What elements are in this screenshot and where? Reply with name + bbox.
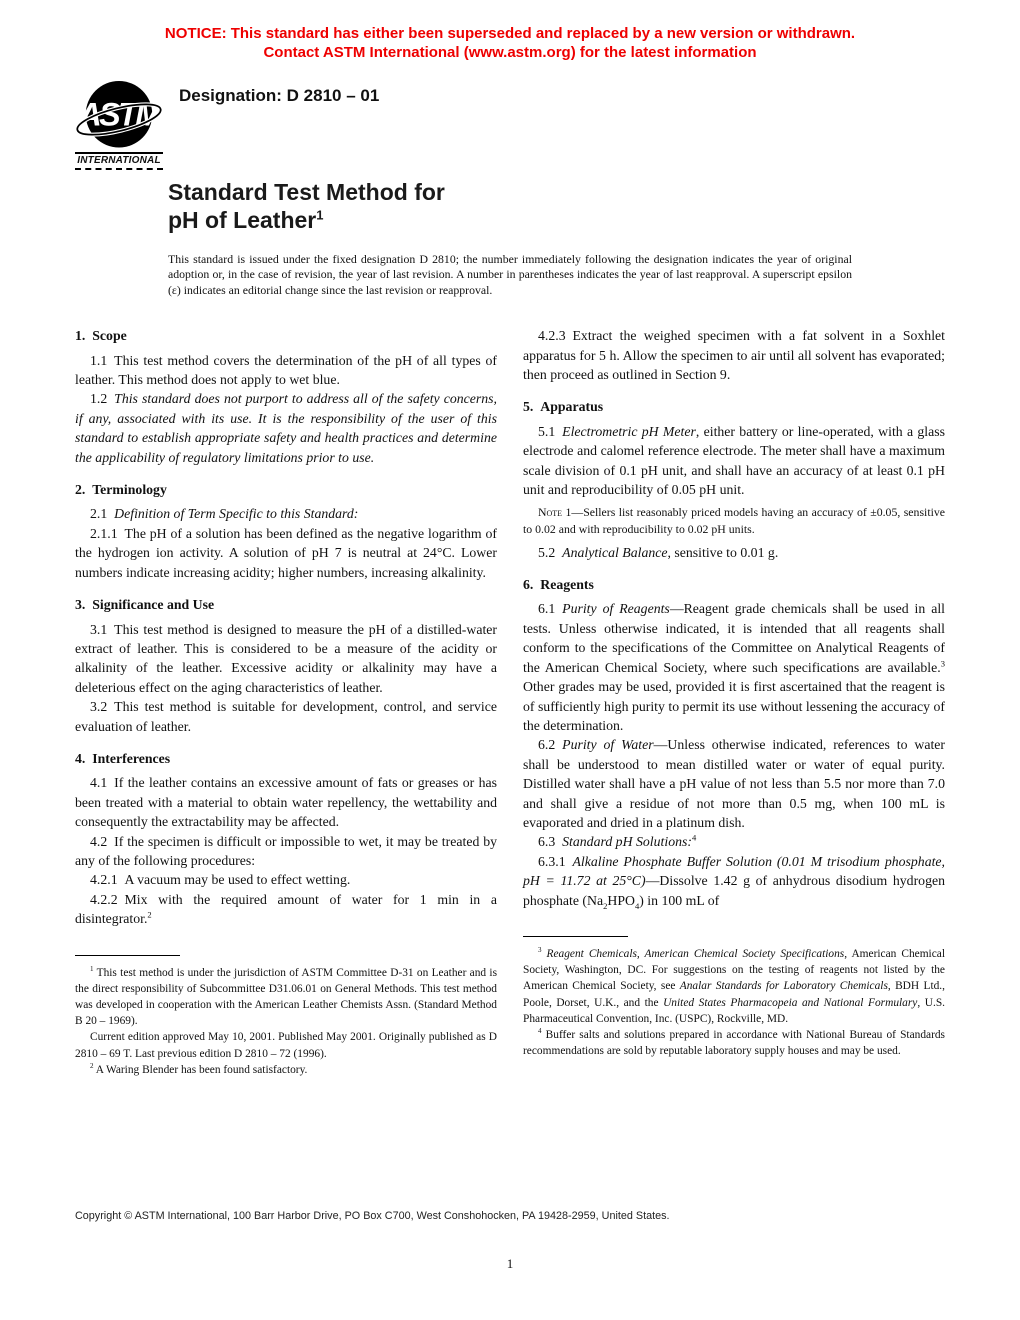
section-4-heading: 4. Interferences xyxy=(75,750,171,766)
para-6-2: 6.2 Purity of Water—Unless otherwise indicated, references to water shall be understood to mean distilled water or water of equal purity. Distilled water shall have a pH value of not less than 5.5 nor more than 7.0 and shall give a residue of not more than 0.5 mg, when 100 mL is evaporated and dried in a platinum dish. xyxy=(523,737,945,830)
para-4-2-1: 4.2.1 A vacuum may be used to effect wetting. xyxy=(90,872,351,888)
para-4-2: 4.2 If the specimen is difficult or impossible to wet, it may be treated by any of the following procedures: xyxy=(75,833,497,868)
para-2-1-1: 2.1.1 The pH of a solution has been defined as the negative logarithm of the hydrogen ion activity. A solution of pH 7 is neutral at 24°C. Lower numbers indicate increasing acidity; higher numbers, increasing alkalinity. xyxy=(75,525,497,580)
para-4-1: 4.1 If the leather contains an excessive amount of fats or greases or has been treated with a material to obtain water repellency, the wettability and consequently the extractability may be affected. xyxy=(75,775,497,830)
para-6-3: 6.3 Standard pH Solutions:$^4$ xyxy=(538,832,697,850)
para-1-1: 1.1 This test method covers the determination of the pH of all types of leather. This method does not apply to wet blue. xyxy=(75,352,497,388)
para-6-1: 6.1 Purity of Reagents—Reagent grade chemicals shall be used in all tests. Unless otherwise indicated, it is intended that all reagents shall conform to the specifications of the Committee on Analytical Reagents of the American Chemical Society, where such specifications are available.$^3$ Other grades may be used, provided it is first ascertained that the reagent is of sufficiently high purity to permit its use without lessening the accuracy of the determination. xyxy=(523,601,945,733)
section-2-heading: 2. Terminology xyxy=(75,482,167,498)
section-5-heading: 5. Apparatus xyxy=(523,399,604,415)
page-number: 1 xyxy=(506,1256,514,1271)
section-1-heading: 1. Scope xyxy=(75,328,127,344)
para-2-1: 2.1 Definition of Term Specific to this Standard: xyxy=(90,506,359,522)
notice-line-2: Contact ASTM International (www.astm.org) for the latest information xyxy=(263,44,757,61)
para-4-2-3: 4.2.3 Extract the weighed specimen with a fat solvent in a Soxhlet apparatus for 5 h. Allow the specimen to air until all solvent has evaporated; then proceed as outlined in Section 9. xyxy=(523,328,945,383)
footnote-4: $^4$ Buffer salts and solutions prepared in accordance with National Bureau of Standards recommendations are sold by reputable laboratory supply houses and may be used. xyxy=(523,1027,945,1058)
para-5-1: 5.1 Electrometric pH Meter, either battery or line-operated, with a glass electrode and calomel reference electrode. The meter shall have a maximum scale division of 0.1 pH unit, and shall have an accuracy of at least 0.1 pH unit and reproducibility of 0.05 pH unit. xyxy=(523,423,945,498)
footnote-3: $^3$ Reagent Chemicals, American Chemical Society Specifications, American Chemical Society, Washington, DC. For suggestions on the testing of reagents not listed by the American Chemical Society, see Analar Standards for Laboratory Chemicals, BDH Ltd., Poole, Dorset, U.K., and the United States Pharmacopeia and National Formulary, U.S. Pharmaceutical Convention, Inc. (USPC), Rockville, MD. xyxy=(523,946,946,1025)
notice-line-1: NOTICE: This standard has either been superseded and replaced by a new version or withdrawn. xyxy=(164,25,856,42)
section-3-heading: 3. Significance and Use xyxy=(75,597,215,613)
para-1-2: 1.2 This standard does not purport to address all of the safety concerns, if any, associated with its use. It is the responsibility of the user of this standard to establish appropriate safety and health practices and determine the applicability of regulatory limitations prior to use. xyxy=(75,391,497,465)
supersession-notice xyxy=(0,0,1020,62)
footnote-1: $^1$ This test method is under the jurisdiction of ASTM Committee D-31 on Leather and is the direct responsibility of Subcommittee D31.06.01 on General Methods. This test method was developed in cooperation with the American Leather Chemists Assn. (Standard Method B 20 – 1969). xyxy=(75,964,497,1028)
document-title xyxy=(168,178,945,234)
para-3-1: 3.1 This test method is designed to measure the pH of a distilled-water extract of leather. This is considered to be a measure of the acidity or alkalinity of the leather. Excessive acidity or alkalinity may have a deleterious effect on the aging characteristics of leather. xyxy=(75,621,497,695)
title-line-1: Standard Test Method for xyxy=(168,179,445,205)
para-5-2: 5.2 Analytical Balance, sensitive to 0.01 g. xyxy=(538,544,779,560)
astm-logo xyxy=(75,74,163,170)
column-left xyxy=(75,326,497,1078)
issuance-note: This standard is issued under the fixed designation D 2810; the number immediately following the designation indicates the year of original adoption or, in the case of revision, the year of last revision. A number in parentheses indicates the year of last reapproval. A superscript epsilon (ε) indicates an editorial change since the last revision or reapproval. xyxy=(168,252,852,297)
astm-logo-icon xyxy=(75,74,163,158)
footnote-1-continued: Current edition approved May 10, 2001. Published May 2001. Originally published as D 2810 – 69 T. Last previous edition D 2810 – 72 (1996). xyxy=(75,1031,497,1060)
svg-text:ASTM: ASTM xyxy=(78,96,160,133)
note-1: Note 1—Sellers list reasonably priced models having an accuracy of ±0.05, sensitive to 0.02 and with reproducibility to 0.02 pH units. xyxy=(523,505,946,537)
footnote-divider-right xyxy=(523,936,628,937)
astm-logo-subtitle: INTERNATIONAL xyxy=(75,152,163,170)
title-footnote-ref: 1 xyxy=(316,207,324,223)
para-4-2-2: 4.2.2 Mix with the required amount of water for 1 min in a disintegrator.$^2$ xyxy=(75,891,497,927)
footnote-divider-left xyxy=(75,955,180,956)
footnote-2: $^2$ A Waring Blender has been found satisfactory. xyxy=(90,1062,308,1076)
para-3-2: 3.2 This test method is suitable for development, control, and service evaluation of leather. xyxy=(75,699,497,734)
para-6-3-1: 6.3.1 Alkaline Phosphate Buffer Solution (0.01 M trisodium phosphate, pH = 11.72 at 25°C)—Dissolve 1.42 g of anhydrous disodium hydrogen phosphate $(Na_2HPO_4)$ in 100 mL of xyxy=(523,853,945,911)
body-columns xyxy=(75,326,945,1078)
copyright-line: Copyright © ASTM International, 100 Barr Harbor Drive, PO Box C700, West Conshohocken, PA 19428-2959, United States. xyxy=(75,1210,670,1222)
section-6-heading: 6. Reagents xyxy=(523,577,594,593)
title-line-2: pH of Leather$^1$ xyxy=(168,207,324,233)
document-header xyxy=(75,74,945,170)
column-right xyxy=(523,326,945,1078)
designation: Designation: D 2810 – 01 xyxy=(179,86,380,105)
